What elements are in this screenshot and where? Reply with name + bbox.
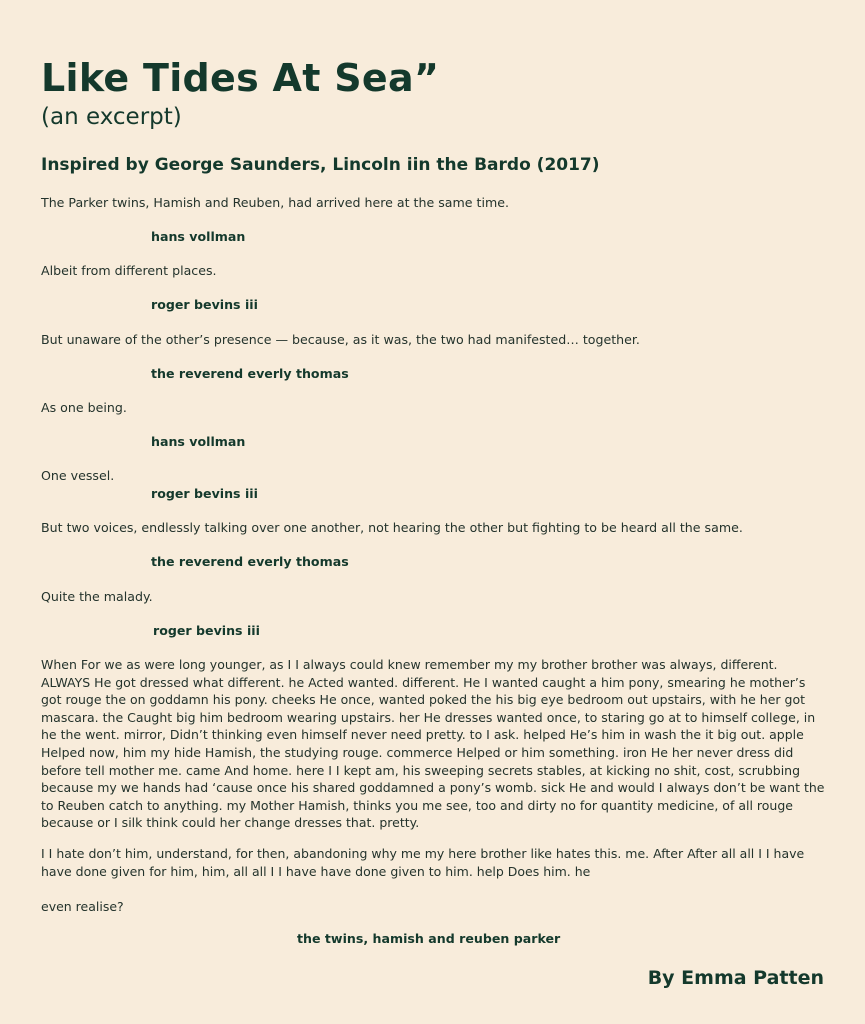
- monologue-paragraph-1: When For we as were long younger, as I I always could knew remember my my brother brother was always, different. ALWAYS He got dressed what different. he Acted wanted. different. He I wanted caught a him pony, smearing he mother’s got rouge the on goddamn his pony. cheeks He once, wanted poked the his big eye bedroom out upstairs, with he her got mascara. the Caught big him bedroom wearing upstairs. her He dresses wanted once, to staring go at to himself college, in he the went. mirror, Didn’t thinking even himself never need pretty. to I ask. helped He’s him in wash the it big out. apple Helped now, him my hide Hamish, the studying rouge. commerce Helped or him something. iron He her never dress did before tell mother me. came And home. here I I kept am, his sweeping secrets stables, at kicking no shit, cost, scrubbing because my we hands had ‘cause once his shared goddamned a pony’s womb. sick He and would I always don’t be want the to Reuben catch to anything. my Mother Hamish, thinks you me see, too and dirty no for quantity medicine, of all rouge because or I silk think could her change dresses that. pretty.: [41, 657, 825, 831]
- inspiration-heading: Inspired by George Saunders, Lincoln iin the Bardo (2017): [41, 155, 600, 175]
- speaker-attribution-6: the reverend everly thomas: [151, 554, 349, 569]
- speaker-attribution-4: hans vollman: [151, 434, 246, 449]
- speaker-attribution-7: roger bevins iii: [153, 623, 260, 638]
- verse-line-5: One vessel.: [41, 468, 115, 483]
- speaker-attribution-5: roger bevins iii: [151, 486, 258, 501]
- page-subtitle: (an excerpt): [41, 104, 182, 130]
- page-title: Like Tides At Sea”: [41, 56, 440, 100]
- speaker-attribution-2: roger bevins iii: [151, 297, 258, 312]
- speaker-attribution-3: the reverend everly thomas: [151, 366, 349, 381]
- verse-line-1: The Parker twins, Hamish and Reuben, had arrived here at the same time.: [41, 195, 509, 210]
- verse-line-2: Albeit from different places.: [41, 263, 217, 278]
- author-byline: By Emma Patten: [647, 967, 824, 989]
- monologue-paragraph-3: even realise?: [41, 899, 124, 914]
- verse-line-7: Quite the malady.: [41, 589, 153, 604]
- poem-page: [41, 0, 831, 1024]
- monologue-paragraph-2: I I hate don’t him, understand, for then, abandoning why me my here brother like hates this. me. After After all all I I have have done given for him, him, all all I I have have done given to him. help Does him. he: [41, 846, 805, 879]
- speaker-attribution-1: hans vollman: [151, 229, 246, 244]
- verse-line-3: But unaware of the other’s presence — because, as it was, the two had manifested… together.: [41, 332, 640, 347]
- verse-line-6: But two voices, endlessly talking over one another, not hearing the other but fighting to be heard all the same.: [41, 520, 743, 535]
- verse-line-4: As one being.: [41, 400, 127, 415]
- speaker-attribution-8: the twins, hamish and reuben parker: [297, 931, 561, 946]
